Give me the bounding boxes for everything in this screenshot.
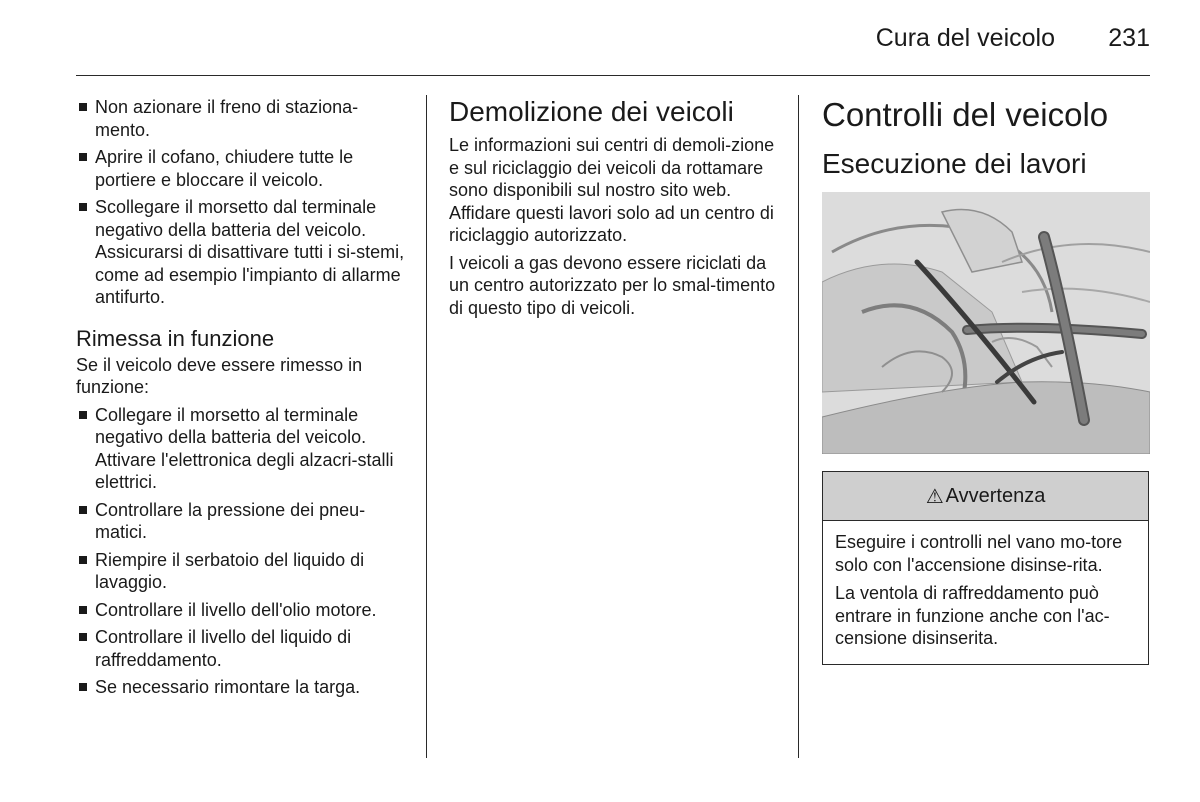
list-item: Collegare il morsetto al terminale negativo della batteria del veicolo. Attivare l'elettronica degli alzacri-stalli elettrici. <box>76 404 412 494</box>
warning-body <box>823 521 1148 664</box>
section-title: Demolizione dei veicoli <box>449 96 734 127</box>
list-item: Non azionare il freno di staziona-mento. <box>76 96 412 141</box>
warning-box <box>822 471 1149 665</box>
subsection-intro: Se il veicolo deve essere rimesso in funzione: <box>76 354 363 397</box>
list-item: Se necessario rimontare la targa. <box>76 676 412 699</box>
paragraph: I veicoli a gas devono essere riciclati da un centro autorizzato per lo smal-timento di questo tipo di veicoli. <box>449 252 776 318</box>
column-divider-1 <box>426 95 427 758</box>
bullet-list-bottom <box>76 404 412 699</box>
list-item: Controllare la pressione dei pneu-matici. <box>76 499 412 544</box>
warning-title: Avvertenza <box>945 484 1046 507</box>
list-item: Aprire il cofano, chiudere tutte le portiere e bloccare il veicolo. <box>76 146 412 191</box>
warning-paragraph: La ventola di raffreddamento può entrare in funzione anche con l'ac-censione disinserita. <box>835 583 1110 648</box>
paragraph: Le informazioni sui centri di demoli-zione e sul riciclaggio dei veicoli da rottamare sono disponibili sul nostro sito web. Affidare questi lavori solo ad un centro di riciclaggio autorizzato. <box>449 135 775 245</box>
chapter-title: Controlli del veicolo <box>822 96 1109 133</box>
column-1 <box>76 96 412 704</box>
engine-bay-crossed-icon <box>822 192 1150 454</box>
header-title: Cura del veicolo <box>875 24 1055 52</box>
section-title: Esecuzione dei lavori <box>822 148 1087 179</box>
list-item: Scollegare il morsetto dal terminale negativo della batteria del veicolo. Assicurarsi di disattivare tutti i si-stemi, come ad esempio l'impianto di allarme antifurto. <box>76 196 412 309</box>
header-rule <box>76 75 1150 76</box>
warning-paragraph: Eseguire i controlli nel vano mo-tore solo con l'accensione disinse-rita. <box>835 532 1123 575</box>
subsection-title: Rimessa in funzione <box>76 325 275 351</box>
list-item: Controllare il livello dell'olio motore. <box>76 599 412 622</box>
column-2 <box>449 96 781 324</box>
page-number: 231 <box>1108 24 1150 52</box>
bullet-list-top <box>76 96 412 309</box>
column-3 <box>822 96 1150 665</box>
warning-header <box>823 472 1148 521</box>
list-item: Controllare il livello del liquido di raffreddamento. <box>76 626 412 671</box>
column-divider-2 <box>798 95 799 758</box>
warning-triangle-icon: ⚠ <box>925 485 944 508</box>
list-item: Riempire il serbatoio del liquido di lavaggio. <box>76 549 412 594</box>
